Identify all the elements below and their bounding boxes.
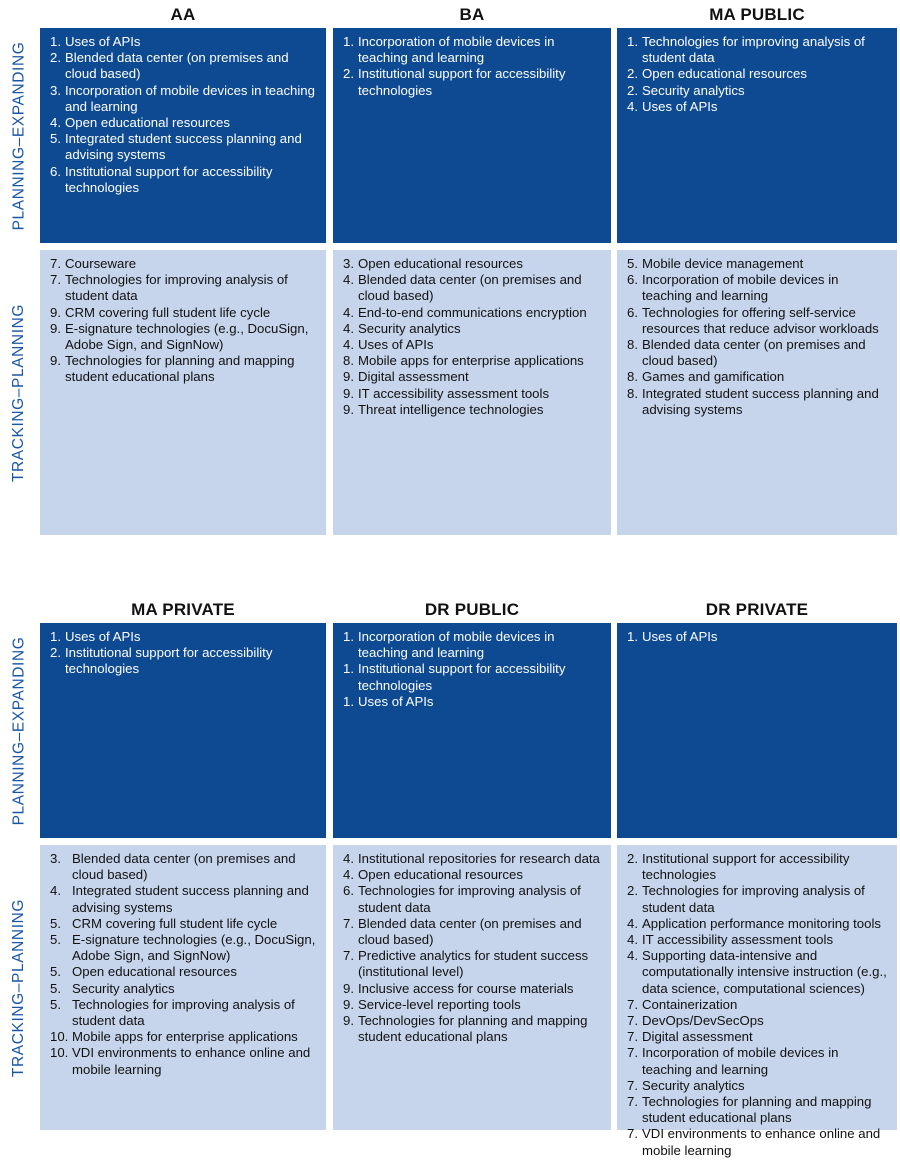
ba-planning-cell xyxy=(333,28,611,243)
item-rank: 2. xyxy=(343,66,354,82)
item-text: Digital assessment xyxy=(358,369,469,385)
item-text: Technologies for planning and mapping student educational plans xyxy=(358,1013,588,1045)
item-text: Mobile device management xyxy=(642,256,804,271)
item-rank: 9. xyxy=(50,304,61,320)
item-text: DevOps/DevSecOps xyxy=(642,1013,764,1029)
item-text: Threat intelligence technologies xyxy=(358,401,544,417)
item-rank: 9. xyxy=(343,1013,354,1029)
list-item xyxy=(343,661,603,693)
row-label-planning-expanding xyxy=(6,28,32,243)
list-item xyxy=(50,851,318,883)
list-item xyxy=(50,1029,318,1045)
list-item xyxy=(343,916,603,948)
list-item xyxy=(50,629,318,645)
item-rank: 7. xyxy=(627,1094,638,1110)
item-rank: 9. xyxy=(343,401,354,417)
list-item xyxy=(627,256,889,272)
item-rank: 2. xyxy=(50,645,61,661)
item-text: Service-level reporting tools xyxy=(358,996,521,1012)
list-item xyxy=(50,981,318,997)
item-rank: 1. xyxy=(627,34,638,49)
item-rank: 4. xyxy=(50,883,61,899)
item-rank: 1. xyxy=(50,629,61,644)
item-text: Open educational resources xyxy=(65,115,230,131)
column-title-ba: BA xyxy=(459,5,485,24)
item-text: Technologies for improving analysis of student data xyxy=(358,883,581,915)
row-label-text: TRACKING–PLANNING xyxy=(10,303,27,482)
list-item xyxy=(50,272,318,304)
item-rank: 4. xyxy=(343,851,354,866)
list-item xyxy=(343,353,603,369)
item-rank: 8. xyxy=(627,385,638,401)
list-item xyxy=(50,305,318,321)
item-text: Open educational resources xyxy=(358,867,523,883)
list-item xyxy=(627,883,889,915)
item-text: Blended data center (on premises and cloud based) xyxy=(358,915,582,948)
item-rank: 7. xyxy=(343,948,354,964)
column-title-ma-public: MA PUBLIC xyxy=(709,5,805,24)
list-item xyxy=(343,256,603,272)
list-item xyxy=(627,1078,889,1094)
list-item xyxy=(627,386,889,418)
list-item xyxy=(343,997,603,1013)
item-rank: 4. xyxy=(627,98,638,114)
list-item xyxy=(627,997,889,1013)
list-item xyxy=(50,353,318,385)
list-item xyxy=(627,83,889,99)
item-text: Security analytics xyxy=(72,980,175,996)
item-rank: 4. xyxy=(627,932,638,948)
item-text: Technologies for planning and mapping student educational plans xyxy=(642,1094,872,1126)
list-item xyxy=(50,645,318,677)
item-text: Uses of APIs xyxy=(358,693,434,709)
item-text: VDI environments to enhance online and mobile learning xyxy=(72,1045,311,1077)
item-text: Institutional support for accessibility technologies xyxy=(358,661,566,693)
item-rank: 5. xyxy=(50,980,61,996)
list-item xyxy=(50,164,318,196)
list-item xyxy=(627,1126,889,1158)
panel-section-1 xyxy=(0,0,900,580)
list-item xyxy=(343,337,603,353)
item-text: Inclusive access for course materials xyxy=(358,980,574,996)
item-rank: 9. xyxy=(343,996,354,1012)
item-text: Incorporation of mobile devices in teaching and learning xyxy=(358,629,555,661)
item-text: CRM covering full student life cycle xyxy=(72,915,278,931)
item-text: Digital assessment xyxy=(642,1029,753,1045)
item-rank: 7. xyxy=(627,1126,638,1142)
item-text: VDI environments to enhance online and mobile learning xyxy=(642,1126,881,1158)
item-text: Mobile apps for enterprise applications xyxy=(358,353,584,369)
item-text: Technologies for planning and mapping student educational plans xyxy=(65,353,295,385)
list-item xyxy=(343,305,603,321)
dr-public-planning-cell xyxy=(333,623,611,838)
item-text: Application performance monitoring tools xyxy=(642,915,881,931)
item-text: E-signature technologies (e.g., DocuSign, Adobe Sign, and SignNow) xyxy=(72,932,316,964)
item-rank: 4. xyxy=(343,867,354,883)
list-item xyxy=(50,34,318,50)
aa-tracking-cell xyxy=(40,250,326,535)
item-text: Blended data center (on premises and cloud based) xyxy=(642,337,866,369)
item-rank: 1. xyxy=(343,629,354,644)
item-text: Blended data center (on premises and cloud based) xyxy=(358,272,582,304)
item-rank: 7. xyxy=(627,1029,638,1045)
item-text: Games and gamification xyxy=(642,369,785,385)
list-item xyxy=(343,66,603,98)
item-text: Supporting data-intensive and computationally intensive instruction (e.g., data science, computational sciences) xyxy=(642,948,887,996)
item-text: Incorporation of mobile devices in teaching and learning xyxy=(642,272,839,304)
item-text: Technologies for offering self-service resources that reduce advisor workloads xyxy=(642,304,879,336)
item-text: Integrated student success planning and advising systems xyxy=(642,385,879,417)
ba-tracking-cell xyxy=(333,250,611,535)
item-text: Containerization xyxy=(642,996,738,1012)
ma-public-tracking-cell xyxy=(617,250,897,535)
item-text: Uses of APIs xyxy=(65,629,141,644)
list-item xyxy=(50,50,318,82)
list-item xyxy=(627,1094,889,1126)
list-item xyxy=(627,1045,889,1077)
item-rank: 4. xyxy=(343,272,354,288)
row-label-tracking-planning xyxy=(6,845,32,1130)
item-rank: 10. xyxy=(50,1045,69,1061)
panel-section-2 xyxy=(0,595,900,1175)
item-text: Institutional support for accessibility technologies xyxy=(642,851,850,883)
item-rank: 7. xyxy=(627,1013,638,1029)
ma-public-planning-cell xyxy=(617,28,897,243)
row-label-tracking-planning xyxy=(6,250,32,535)
item-rank: 7. xyxy=(627,1045,638,1061)
row-label-planning-expanding xyxy=(6,623,32,838)
dr-public-tracking-cell xyxy=(333,845,611,1130)
list-item xyxy=(627,99,889,115)
column-title-ma-private: MA PRIVATE xyxy=(131,600,235,619)
item-rank: 6. xyxy=(50,163,61,179)
list-item xyxy=(50,1045,318,1077)
item-rank: 4. xyxy=(627,948,638,964)
item-rank: 5. xyxy=(50,996,61,1012)
item-text: Security analytics xyxy=(642,1077,745,1093)
item-rank: 7. xyxy=(343,915,354,931)
list-item xyxy=(50,131,318,163)
item-text: Technologies for improving analysis of student data xyxy=(72,996,295,1029)
row-label-text: PLANNING–EXPANDING xyxy=(10,41,27,230)
item-rank: 4. xyxy=(343,304,354,320)
item-rank: 9. xyxy=(50,320,61,336)
item-rank: 7. xyxy=(50,272,61,288)
list-item xyxy=(50,964,318,980)
list-item xyxy=(627,1029,889,1045)
item-rank: 1. xyxy=(343,693,354,709)
item-text: Technologies for improving analysis of student data xyxy=(642,34,865,66)
item-text: Institutional support for accessibility technologies xyxy=(65,645,273,677)
item-rank: 4. xyxy=(343,337,354,353)
list-item xyxy=(343,369,603,385)
list-item xyxy=(343,402,603,418)
list-item xyxy=(50,932,318,964)
column-title-aa: AA xyxy=(170,5,196,24)
item-text: E-signature technologies (e.g., DocuSign, Adobe Sign, and SignNow) xyxy=(65,320,309,353)
list-item xyxy=(343,386,603,402)
item-text: Open educational resources xyxy=(358,256,523,271)
list-item xyxy=(50,997,318,1029)
item-text: Predictive analytics for student success (institutional level) xyxy=(358,948,589,980)
list-item xyxy=(627,34,889,66)
list-item xyxy=(627,1013,889,1029)
item-text: Institutional support for accessibility technologies xyxy=(358,66,566,98)
item-rank: 4. xyxy=(343,320,354,336)
list-item xyxy=(343,272,603,304)
item-rank: 2. xyxy=(627,66,638,82)
row-label-text: PLANNING–EXPANDING xyxy=(10,636,27,825)
list-item xyxy=(50,83,318,115)
item-rank: 6. xyxy=(627,304,638,320)
item-rank: 7. xyxy=(50,256,61,271)
item-rank: 3. xyxy=(343,256,354,271)
item-text: Integrated student success planning and advising systems xyxy=(65,131,302,163)
item-rank: 2. xyxy=(627,82,638,98)
item-rank: 7. xyxy=(627,1077,638,1093)
item-rank: 9. xyxy=(343,369,354,385)
list-item xyxy=(627,948,889,997)
list-item xyxy=(343,694,603,710)
aa-planning-cell xyxy=(40,28,326,243)
list-item xyxy=(343,981,603,997)
list-item xyxy=(50,256,318,272)
item-text: Uses of APIs xyxy=(358,337,434,353)
item-rank: 1. xyxy=(627,629,638,644)
list-item xyxy=(343,34,603,66)
list-item xyxy=(343,883,603,915)
item-rank: 5. xyxy=(627,256,638,271)
item-text: Open educational resources xyxy=(642,66,807,82)
item-rank: 6. xyxy=(627,272,638,288)
item-text: Courseware xyxy=(65,256,137,271)
item-rank: 8. xyxy=(343,353,354,369)
item-rank: 2. xyxy=(627,883,638,899)
list-item xyxy=(627,932,889,948)
list-item xyxy=(343,948,603,980)
list-item xyxy=(343,321,603,337)
list-item xyxy=(343,1013,603,1045)
item-rank: 7. xyxy=(627,996,638,1012)
item-text: Technologies for improving analysis of student data xyxy=(65,272,288,304)
item-text: Blended data center (on premises and cloud based) xyxy=(65,50,289,82)
item-text: IT accessibility assessment tools xyxy=(642,932,834,948)
list-item xyxy=(343,867,603,883)
item-text: Institutional support for accessibility technologies xyxy=(65,163,273,195)
list-item xyxy=(627,272,889,304)
ma-private-tracking-cell xyxy=(40,845,326,1130)
item-rank: 2. xyxy=(627,851,638,866)
item-rank: 5. xyxy=(50,964,61,980)
item-text: CRM covering full student life cycle xyxy=(65,304,271,320)
item-rank: 3. xyxy=(50,851,61,866)
item-text: Open educational resources xyxy=(72,964,237,980)
list-item xyxy=(50,321,318,353)
list-item xyxy=(50,115,318,131)
list-item xyxy=(627,66,889,82)
item-text: Incorporation of mobile devices in teaching and learning xyxy=(642,1045,839,1077)
item-rank: 5. xyxy=(50,915,61,931)
item-rank: 1. xyxy=(343,661,354,677)
column-title-dr-private: DR PRIVATE xyxy=(705,600,809,619)
item-rank: 1. xyxy=(50,34,61,49)
item-text: Uses of APIs xyxy=(642,629,718,644)
item-text: Technologies for improving analysis of student data xyxy=(642,883,865,915)
list-item xyxy=(627,337,889,369)
item-text: Incorporation of mobile devices in teaching and learning xyxy=(65,82,315,114)
list-item xyxy=(627,369,889,385)
item-text: Security analytics xyxy=(358,320,461,336)
item-rank: 6. xyxy=(343,883,354,899)
item-rank: 1. xyxy=(343,34,354,49)
item-text: Incorporation of mobile devices in teaching and learning xyxy=(358,34,555,66)
item-rank: 9. xyxy=(343,385,354,401)
item-text: Security analytics xyxy=(642,82,745,98)
list-item xyxy=(627,851,889,883)
ma-private-planning-cell xyxy=(40,623,326,838)
item-text: End-to-end communications encryption xyxy=(358,304,587,320)
item-text: Integrated student success planning and advising systems xyxy=(72,883,309,915)
dr-private-planning-cell xyxy=(617,623,897,838)
list-item xyxy=(50,883,318,915)
item-rank: 5. xyxy=(50,932,61,948)
item-rank: 5. xyxy=(50,131,61,147)
item-rank: 8. xyxy=(627,337,638,353)
list-item xyxy=(343,851,603,867)
item-text: Mobile apps for enterprise applications xyxy=(72,1029,298,1045)
item-rank: 2. xyxy=(50,50,61,66)
item-rank: 8. xyxy=(627,369,638,385)
list-item xyxy=(627,629,889,645)
item-rank: 9. xyxy=(50,353,61,369)
item-rank: 4. xyxy=(50,115,61,131)
item-text: Uses of APIs xyxy=(65,34,141,49)
item-text: Institutional repositories for research data xyxy=(358,851,600,866)
row-label-text: TRACKING–PLANNING xyxy=(10,898,27,1077)
item-rank: 10. xyxy=(50,1029,69,1045)
list-item xyxy=(50,916,318,932)
item-text: Uses of APIs xyxy=(642,98,718,114)
item-rank: 9. xyxy=(343,980,354,996)
item-text: Blended data center (on premises and cloud based) xyxy=(72,851,296,883)
column-title-dr-public: DR PUBLIC xyxy=(424,600,520,619)
dr-private-tracking-cell xyxy=(617,845,897,1158)
item-rank: 3. xyxy=(50,82,61,98)
list-item xyxy=(343,629,603,661)
list-item xyxy=(627,305,889,337)
list-item xyxy=(627,916,889,932)
item-rank: 4. xyxy=(627,915,638,931)
item-text: IT accessibility assessment tools xyxy=(358,385,550,401)
